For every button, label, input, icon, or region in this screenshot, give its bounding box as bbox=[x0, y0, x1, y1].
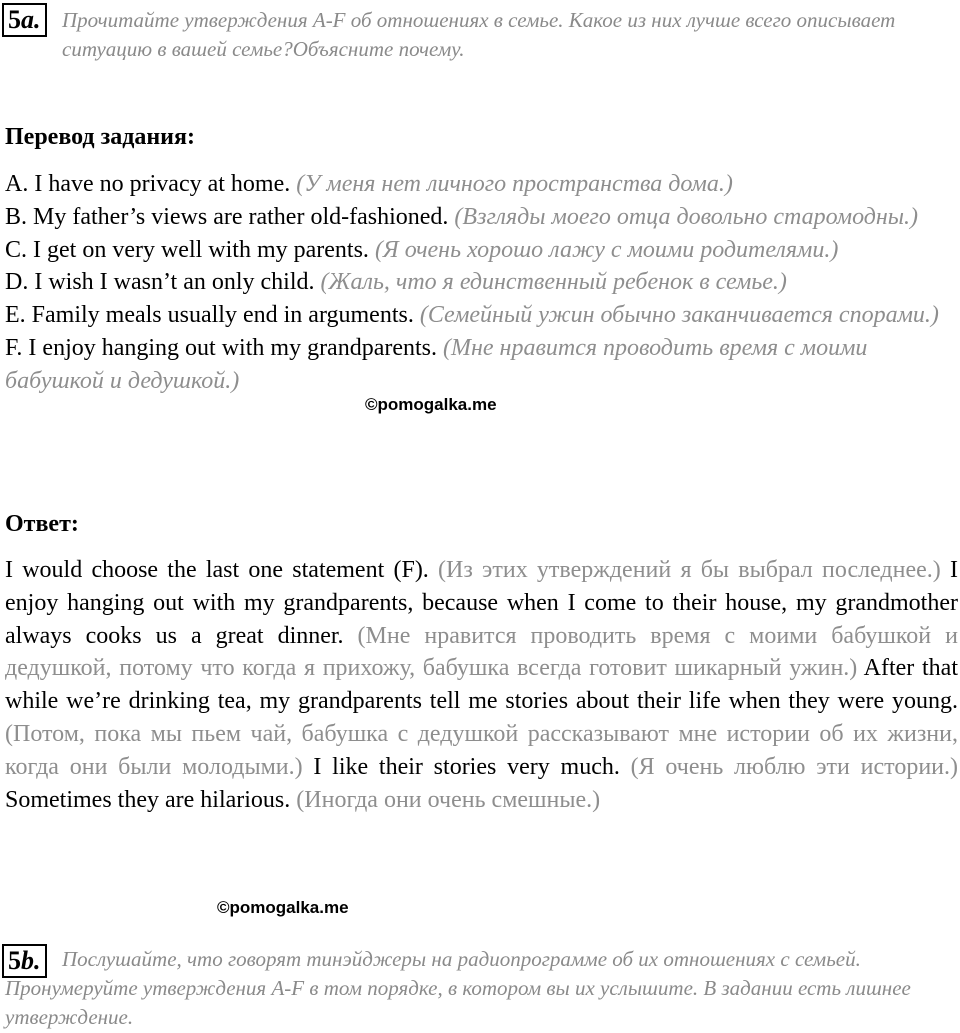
task-number: 5 bbox=[8, 946, 21, 975]
task-5b-instruction: Послушайте, что говорят тинэйджеры на радиопрограмме об их отношениях с семьей. Пронумеруйте утверждения A-F в том порядке, в котором вы их услышите. В задании есть лишнее утверждение. bbox=[5, 947, 911, 1029]
task-letter: a. bbox=[21, 5, 41, 34]
watermark: ©pomogalka.me bbox=[217, 898, 349, 917]
statements-list bbox=[5, 168, 955, 398]
statement-b: B. My father’s views are rather old-fashioned. (Взгляды моего отца довольно старомодны.) bbox=[5, 203, 919, 230]
answer-paragraph: I would choose the last one statement (F). (Из этих утверждений я бы выбрал последнее.) I enjoy hanging out with my grandparents, because when I come to their house, my grandmother always cooks us a great dinner. (Мне нравится проводить время с моими бабушкой и дедушкой, потому что когда я прихожу, бабушка всегда готовит шикарный ужин.) After that while we’re drinking tea, my grandparents tell me stories about their life when they were young. (Потом, пока мы пьем чай, бабушка с дедушкой рассказывают мне истории об их жизни, когда они были молодыми.) I like their stories very much. (Я очень люблю эти истории.) Sometimes they are hilarious. (Иногда они очень смешные.) bbox=[5, 557, 959, 813]
statement-d: D. I wish I wasn’t an only child. (Жаль, что я единственный ребенок в семье.) bbox=[5, 269, 787, 296]
statement-f: F. I enjoy hanging out with my grandparents. (Мне нравится проводить время с моими бабушкой и дедушкой.) bbox=[5, 334, 868, 394]
statement-e: E. Family meals usually end in arguments. (Семейный ужин обычно заканчивается спорами.) bbox=[5, 302, 939, 329]
task-5a-instruction: Прочитайте утверждения A-F об отношениях в семье. Какое из них лучше всего описывает ситуацию в вашей семье?Объясните почему. bbox=[62, 8, 896, 61]
task-letter: b. bbox=[21, 946, 41, 975]
task-number: 5 bbox=[8, 5, 21, 34]
statement-c: C. I get on very well with my parents. (Я очень хорошо лажу с моими родителями.) bbox=[5, 236, 839, 263]
answer-heading: Ответ: bbox=[5, 511, 79, 537]
statement-a: A. I have no privacy at home. (У меня нет личного пространства дома.) bbox=[5, 171, 733, 197]
translation-heading: Перевод задания: bbox=[5, 124, 195, 150]
watermark: ©pomogalka.me bbox=[365, 395, 497, 414]
task-number-5a bbox=[2, 3, 47, 37]
